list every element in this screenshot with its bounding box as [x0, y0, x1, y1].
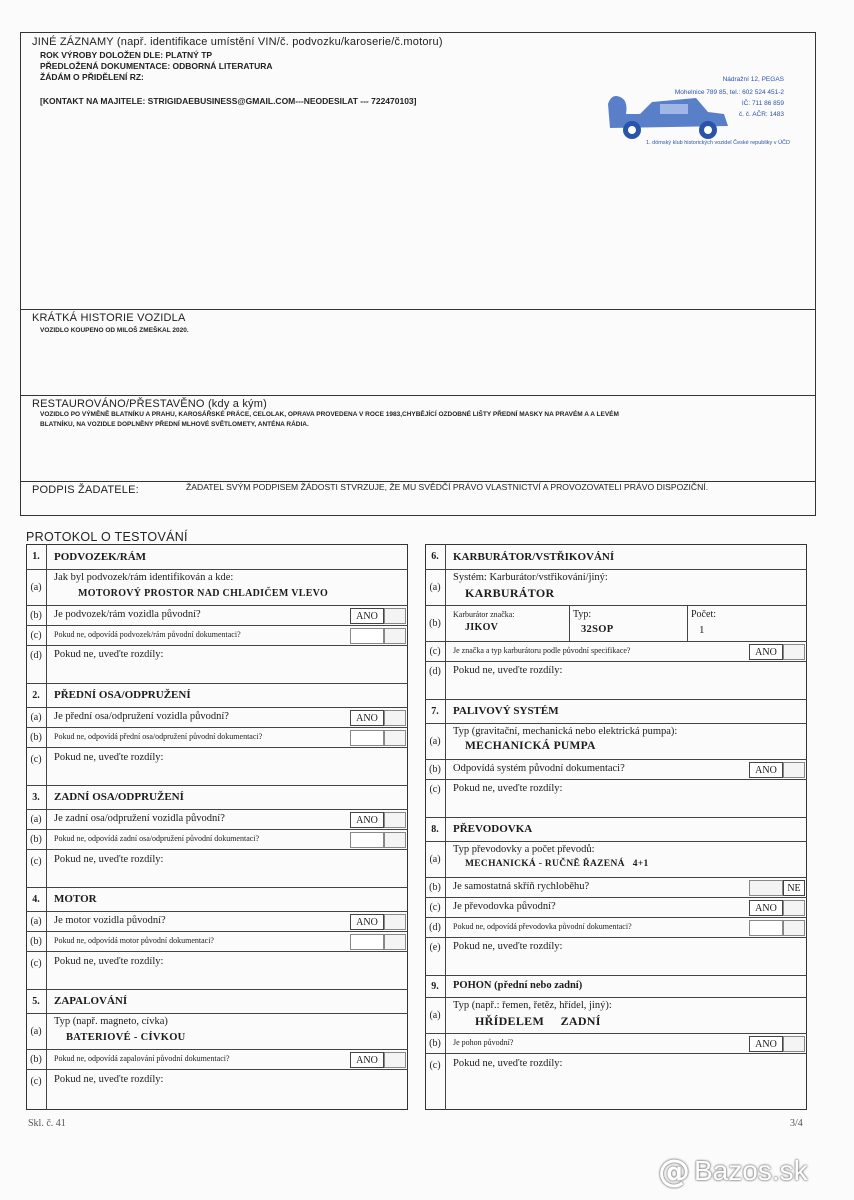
logo-line-2: Mohelnice 789 85, tel.: 602 524 451-2 — [674, 89, 784, 96]
at-icon: @ — [658, 1152, 690, 1190]
question-3c: Pokud ne, uveďte rozdíly: — [54, 854, 164, 865]
signature-declaration: ŽADATEL SVÝM PODPISEM ŽÁDOSTI STVRZUJE, ŽE MU SVĚDČÍ PRÁVO VLASTNICTVÍ A PROVOZOVATELI PRÁVO DISPOZIČNÍ. — [186, 482, 709, 492]
label-1d: (d) — [26, 646, 47, 683]
question-3a: Je zadní osa/odpružení vozidla původní? — [54, 813, 225, 824]
section-7-header — [425, 700, 807, 724]
question-7b: Odpovídá systém původní dokumentaci? — [453, 763, 625, 774]
no-box-8d — [783, 920, 805, 936]
bazos-watermark — [658, 1152, 808, 1190]
answer-4a-box: ANO — [350, 914, 384, 930]
label-2c: (c) — [26, 748, 47, 785]
answer-6b-make: JIKOV — [465, 622, 499, 633]
protocol-title: PROTOKOL O TESTOVÁNÍ — [26, 530, 188, 544]
question-6b-make: Karburátor značka: — [453, 610, 515, 619]
section-7-a — [425, 724, 807, 760]
label-5c: (c) — [26, 1070, 47, 1110]
section-3-a — [26, 810, 408, 830]
answer-1b-box: ANO — [350, 608, 384, 624]
question-7a: Typ (gravitační, mechanická nebo elektrická pumpa): — [453, 726, 678, 737]
logo-line-1: Nádražní 12, PEGAS — [722, 76, 784, 83]
question-6b-type: Typ: — [573, 609, 592, 620]
section-5-a — [26, 1014, 408, 1050]
no-box-1b — [384, 608, 406, 624]
logo-club-text: 1. dómský klub historických vozidel České republiky v ÚČD — [646, 140, 790, 146]
question-9a: Typ (např.: řemen, řetěz, hřídel, jiný): — [453, 1000, 612, 1011]
question-9c: Pokud ne, uveďte rozdíly: — [453, 1058, 563, 1069]
label-8d: (d) — [425, 918, 446, 937]
section-6-d — [425, 662, 807, 700]
no-box-9b — [783, 1036, 805, 1052]
section-8-d — [425, 918, 807, 938]
section-2-c — [26, 748, 408, 786]
label-9a: (a) — [425, 998, 446, 1033]
section-5-number: 5. — [26, 990, 47, 1013]
section-1-number: 1. — [26, 544, 47, 569]
club-logo — [598, 76, 794, 156]
question-1c: Pokud ne, odpovídá podvozek/rám původní dokumentaci? — [54, 630, 241, 639]
answer-8b-box: NE — [783, 880, 805, 896]
no-box-4b — [384, 934, 406, 950]
section-3-b — [26, 830, 408, 850]
section-6-number: 6. — [425, 544, 446, 569]
section-9-number: 9. — [425, 976, 446, 997]
answer-8a: MECHANICKÁ - RUČNĚ ŘAZENÁ 4+1 — [465, 859, 649, 869]
section-8-number: 8. — [425, 818, 446, 841]
section-4-c — [26, 952, 408, 990]
answer-6a: KARBURÁTOR — [465, 586, 555, 600]
section-5-c — [26, 1070, 408, 1110]
form-number: Skl. č. 41 — [28, 1118, 66, 1129]
section-1-d — [26, 646, 408, 684]
contact-line: [KONTAKT NA MAJITELE: STRIGIDAEBUSINESS@GMAIL.COM---NEODESILAT --- 722470103] — [40, 96, 417, 106]
section-7-b — [425, 760, 807, 780]
question-2a: Je přední osa/odpružení vozidla původní? — [54, 711, 229, 722]
section-7-title: PALIVOVÝ SYSTÉM — [453, 705, 559, 717]
yes-box-4b — [350, 934, 384, 950]
label-7a: (a) — [425, 724, 446, 759]
question-7c: Pokud ne, uveďte rozdíly: — [453, 783, 563, 794]
question-5c: Pokud ne, uveďte rozdíly: — [54, 1074, 164, 1085]
no-box-2a — [384, 710, 406, 726]
section-7-c — [425, 780, 807, 818]
label-7b: (b) — [425, 760, 446, 779]
question-8b: Je samostatná skříň rychloběhu? — [453, 881, 590, 892]
section-4-header — [26, 888, 408, 912]
answer-8c-box: ANO — [749, 900, 783, 916]
label-8a: (a) — [425, 842, 446, 877]
other-records-label: JINÉ ZÁZNAMY (např. identifikace umístění VIN/č. podvozku/karoserie/č.motoru) — [32, 36, 443, 48]
yes-box-8d — [749, 920, 783, 936]
answer-6b-type: 32SOP — [581, 624, 614, 635]
answer-5b-box: ANO — [350, 1052, 384, 1068]
no-box-3a — [384, 812, 406, 828]
answer-1a: MOTOROVÝ PROSTOR NAD CHLADIČEM VLEVO — [78, 588, 329, 599]
question-4c: Pokud ne, uveďte rozdíly: — [54, 956, 164, 967]
vintage-car-icon — [600, 84, 740, 144]
question-4b: Pokud ne, odpovídá motor původní dokumentaci? — [54, 936, 214, 945]
label-5a: (a) — [26, 1014, 47, 1049]
section-5-b — [26, 1050, 408, 1070]
answer-9a: HŘÍDELEM ZADNÍ — [475, 1014, 601, 1028]
label-8c: (c) — [425, 898, 446, 917]
question-3b: Pokud ne, odpovídá zadní osa/odpružení původní dokumentaci? — [54, 834, 260, 843]
label-6a: (a) — [425, 570, 446, 605]
section-6-b — [425, 606, 807, 642]
label-6b: (b) — [425, 606, 446, 641]
section-7-number: 7. — [425, 700, 446, 723]
label-6d: (d) — [425, 662, 446, 699]
question-9b: Je pohon původní? — [453, 1038, 514, 1047]
label-4a: (a) — [26, 912, 47, 931]
count-divider — [687, 606, 688, 642]
label-8e: (e) — [425, 938, 446, 975]
label-5b: (b) — [26, 1050, 47, 1069]
short-history-text: VOZIDLO KOUPENO OD MILOŠ ZMEŠKAL 2020. — [40, 327, 189, 334]
answer-2a-box: ANO — [350, 710, 384, 726]
yes-box-3b — [350, 832, 384, 848]
label-4b: (b) — [26, 932, 47, 951]
question-1d: Pokud ne, uveďte rozdíly: — [54, 649, 164, 660]
label-3c: (c) — [26, 850, 47, 887]
section-8-a — [425, 842, 807, 878]
section-2-number: 2. — [26, 684, 47, 707]
answer-9b-box: ANO — [749, 1036, 783, 1052]
section-1-a — [26, 570, 408, 606]
section-6-title: KARBURÁTOR/VSTŘIKOVÁNÍ — [453, 551, 615, 563]
answer-5a: BATERIOVÉ - CÍVKOU — [66, 1032, 186, 1043]
yes-box-8b — [749, 880, 783, 896]
no-box-4a — [384, 914, 406, 930]
watermark-text: Bazos.sk — [694, 1155, 808, 1186]
section-9-header — [425, 976, 807, 998]
label-3b: (b) — [26, 830, 47, 849]
question-5a: Typ (např. magneto, cívka) — [54, 1016, 168, 1027]
label-4c: (c) — [26, 952, 47, 989]
rz-request-line: ŽÁDÁM O PŘIDĚLENÍ RZ: — [40, 72, 144, 82]
section-6-header — [425, 544, 807, 570]
no-box-3b — [384, 832, 406, 848]
label-9c: (c) — [425, 1054, 446, 1110]
question-4a: Je motor vozidla původní? — [54, 915, 166, 926]
question-8c: Je převodovka původní? — [453, 901, 556, 912]
question-2b: Pokud ne, odpovídá přední osa/odpružení původní dokumentaci? — [54, 732, 263, 741]
no-box-8c — [783, 900, 805, 916]
answer-6c-box: ANO — [749, 644, 783, 660]
no-box-5b — [384, 1052, 406, 1068]
page-number: 3/4 — [790, 1118, 803, 1129]
section-9-title: POHON (přední nebo zadní) — [453, 980, 583, 991]
answer-7b-box: ANO — [749, 762, 783, 778]
section-6-c — [425, 642, 807, 662]
section-6-a — [425, 570, 807, 606]
label-3a: (a) — [26, 810, 47, 829]
label-1b: (b) — [26, 606, 47, 625]
section-4-title: MOTOR — [54, 893, 97, 905]
question-5b: Pokud ne, odpovídá zapalování původní dokumentaci? — [54, 1054, 230, 1063]
short-history-label: KRÁTKÁ HISTORIE VOZIDLA — [32, 312, 186, 324]
section-8-title: PŘEVODOVKA — [453, 823, 533, 835]
question-8a: Typ převodovky a počet převodů: — [453, 844, 595, 855]
section-8-e — [425, 938, 807, 976]
label-7c: (c) — [425, 780, 446, 817]
question-6c: Je značka a typ karburátoru podle původní specifikace? — [453, 646, 631, 655]
restored-text-2: BLATNÍKU, NA VOZIDLE DOPLNĚNY PŘEDNÍ MLHOVÉ SVĚTLOMETY, ANTÉNA RÁDIA. — [40, 421, 309, 428]
question-8e: Pokud ne, uveďte rozdíly: — [453, 941, 563, 952]
question-1b: Je podvozek/rám vozidla původní? — [54, 609, 201, 620]
answer-7a: MECHANICKÁ PUMPA — [465, 740, 596, 752]
no-box-2b — [384, 730, 406, 746]
type-divider — [569, 606, 570, 642]
no-box-1c — [384, 628, 406, 644]
yes-box-2b — [350, 730, 384, 746]
section-8-header — [425, 818, 807, 842]
logo-line-4: č. č. AČR: 1483 — [738, 111, 784, 118]
section-8-b — [425, 878, 807, 898]
no-box-6c — [783, 644, 805, 660]
year-line: ROK VÝROBY DOLOŽEN DLE: PLATNÝ TP — [40, 50, 213, 60]
yes-box-1c — [350, 628, 384, 644]
restored-label: RESTAUROVÁNO/PŘESTAVĚNO (kdy a kým) — [32, 398, 267, 410]
section-5-title: ZAPALOVÁNÍ — [54, 995, 128, 1007]
logo-line-3: IČ: 711 86 859 — [741, 100, 784, 107]
label-2a: (a) — [26, 708, 47, 727]
no-box-7b — [783, 762, 805, 778]
signature-label: PODPIS ŽADATELE: — [32, 484, 139, 496]
question-8d: Pokud ne, odpovídá převodovka původní dokumentaci? — [453, 922, 632, 931]
question-6b-count: Počet: — [691, 609, 716, 620]
answer-6b-count: 1 — [699, 624, 705, 636]
section-3-number: 3. — [26, 786, 47, 809]
section-1-c — [26, 626, 408, 646]
section-5-header — [26, 990, 408, 1014]
section-8-c — [425, 898, 807, 918]
section-2-header — [26, 684, 408, 708]
label-6c: (c) — [425, 642, 446, 661]
section-3-header — [26, 786, 408, 810]
section-4-a — [26, 912, 408, 932]
question-6d: Pokud ne, uveďte rozdíly: — [453, 665, 563, 676]
section-4-b — [26, 932, 408, 952]
question-6a: Systém: Karburátor/vstřikování/jiný: — [453, 572, 608, 583]
restored-text-1: VOZIDLO PO VÝMĚNĚ BLATNÍKU A PRAHU, KAROSÁŘSKÉ PRÁCE, CELOLAK, OPRAVA PROVEDENA V ROCE 1983,CHYBĚJÍCÍ OZDOBNÉ LIŠTY PŘEDNÍ MASKY NA PRAVÉM A A LEVÉM — [40, 411, 619, 418]
section-9-a — [425, 998, 807, 1034]
section-9-b — [425, 1034, 807, 1054]
section-2-a — [26, 708, 408, 728]
section-1-title: PODVOZEK/RÁM — [54, 551, 147, 563]
section-2-title: PŘEDNÍ OSA/ODPRUŽENÍ — [54, 689, 191, 701]
section-3-c — [26, 850, 408, 888]
section-4-number: 4. — [26, 888, 47, 911]
section-2-b — [26, 728, 408, 748]
section-1-header — [26, 544, 408, 570]
section-3-title: ZADNÍ OSA/ODPRUŽENÍ — [54, 791, 184, 803]
question-2c: Pokud ne, uveďte rozdíly: — [54, 752, 164, 763]
label-1a: (a) — [26, 570, 47, 605]
documentation-line: PŘEDLOŽENÁ DOKUMENTACE: ODBORNÁ LITERATURA — [40, 61, 273, 71]
section-1-b — [26, 606, 408, 626]
label-2b: (b) — [26, 728, 47, 747]
label-1c: (c) — [26, 626, 47, 645]
question-1a: Jak byl podvozek/rám identifikován a kde: — [54, 572, 234, 583]
label-9b: (b) — [425, 1034, 446, 1053]
section-9-c — [425, 1054, 807, 1110]
label-8b: (b) — [425, 878, 446, 897]
answer-3a-box: ANO — [350, 812, 384, 828]
